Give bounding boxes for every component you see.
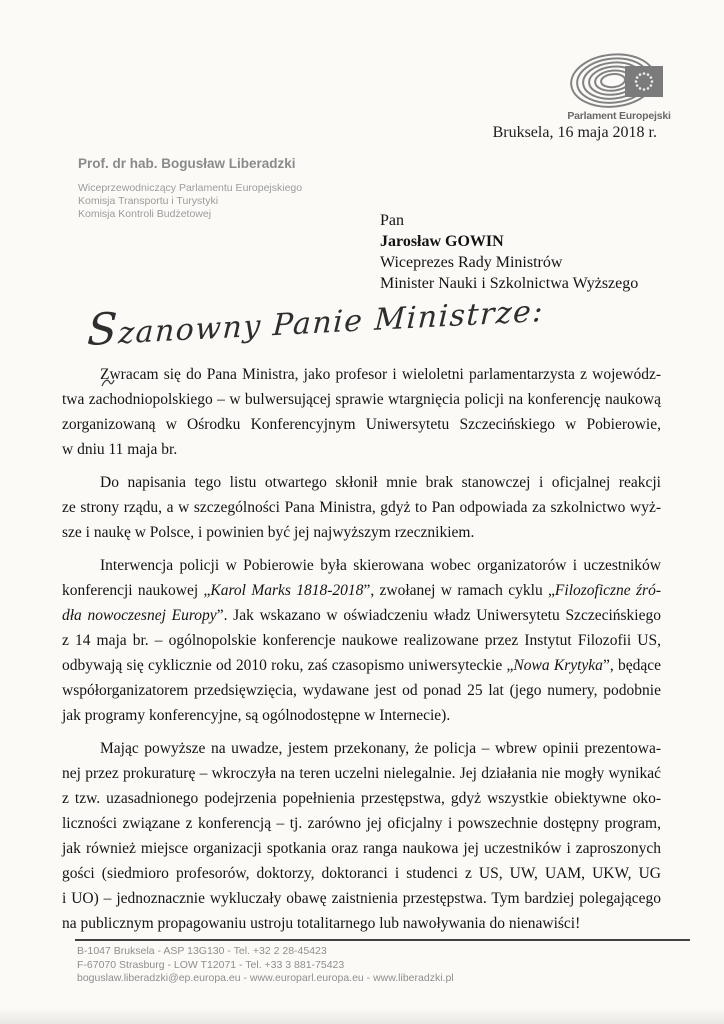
footer-line: B-1047 Bruksela - ASP 13G130 - Tel. +32 2 28-45423 [77,945,327,957]
bottom-scan-shadow [0,1008,724,1024]
body-line [62,495,661,520]
body-text: współorganizatorem przedsięwzięcia, wydawane jest od ponad 25 lat (jego numery, podobnie [62,682,661,699]
body-text: ”, będące [602,657,662,674]
body-text: konferencji naukowej „ [62,582,211,599]
body-text: liczności związane z konferencją – tj. zarówno jej oficjalny i powszechnie dostępny program, [62,815,661,832]
body-paragraph [62,553,661,728]
sender-title: Komisja Kontroli Budżetowej [78,208,212,220]
sender-titles [78,182,302,221]
body-text: i UO) – jednoznacznie wykluczały obawę zaistnienia przestępstwa. Tym bardziej polegającego [62,890,661,907]
body-text: ”. Jak wskazano w oświadczeniu władz Uniwersytetu Szczecińskiego [216,607,661,624]
body-text: ”, zwołanej w ramach cyklu „ [363,582,555,599]
body-line [62,678,661,703]
sender-name: Prof. dr hab. Bogusław Liberadzki [78,156,296,171]
footer-line: F-67070 Strasburg - LOW T12071 - Tel. +33 3 881-75423 [77,958,345,971]
hemicycle-arcs-icon [569,50,669,108]
recipient-line: Minister Nauki i Szkolnictwa Wyższego [380,275,639,292]
body-line [62,886,661,911]
footer-rule [75,939,690,941]
footer-line: boguslaw.liberadzki@ep.europa.eu - www.europarl.europa.eu - www.liberadzki.pl [77,972,454,984]
recipient-block [380,210,638,294]
body-text: Do napisania tego listu otwartego skłonił mnie brak stanowczej i oficjalnej reakcji [100,474,661,491]
body-line [62,761,661,786]
body-line [62,603,661,628]
handwritten-salutation: Szanowny Panie Ministrze: [86,293,545,356]
european-parliament-logo [556,50,682,122]
body-text: Mając powyższe na uwadze, jestem przekonany, że policja – wbrew opinii prezentowa- [100,740,661,757]
recipient-line: Wiceprezes Rady Ministrów [380,254,563,271]
body-line [62,911,661,936]
body-line [62,437,661,462]
body-text: w dniu 11 maja br. [62,441,178,458]
body-text: zorganizowaną w Ośrodku Konferencyjnym Uniwersytetu Szczecińskiego w Pobierowie, [62,416,661,433]
body-line [62,628,661,653]
body-text-italic: dła nowoczesnej Europy [62,607,217,624]
body-text: odbywają się cyklicznie od 2010 roku, zaś czasopismo uniwersyteckie „ [62,657,514,674]
body-line [62,520,661,545]
body-text: Zwracam się do Pana Ministra, jako profesor i wieloletni parlamentarzysta z wojewódz- [100,366,661,383]
body-line [62,786,661,811]
body-text: Interwencja policji w Pobierowie była skierowana wobec organizatorów i uczestników [100,557,661,574]
footer-block [77,945,454,986]
body-text: jak programy konferencyjne, są ogólnodostępne w Internecie). [62,707,451,724]
body-line [62,861,661,886]
body-text: ze strony rządu, a w szczególności Pana Ministra, gdyż to Pan odpowiada za szkolnictwo wyż- [62,499,661,516]
body-line [62,578,661,603]
body-paragraph [62,470,661,545]
sender-title: Wiceprzewodniczący Parlamentu Europejskiego [78,182,303,194]
body-line [62,553,661,578]
letter-body [62,362,661,936]
body-line [62,470,661,495]
sender-title: Komisja Transportu i Turystyki [78,195,219,207]
body-line [62,836,661,861]
body-line [62,653,661,678]
body-text: gości (siedmioro profesorów, doktorzy, doktoranci i studenci z US, UW, UAM, UKW, UG [62,865,661,882]
body-text-italic: Filozoficzne źró- [554,582,661,599]
body-paragraph [62,362,661,462]
sender-block [78,156,302,221]
body-text-italic: Karol Marks 1818-2018 [210,582,364,599]
body-text: jak również miejsce organizacji spotkania oraz ranga naukowa jej uczestników i zaproszonych [62,840,661,857]
dateline: Bruksela, 16 maja 2018 r. [492,124,657,141]
body-text: z 14 maja br. – ogólnopolskie konferencje naukowe realizowane przez Instytut Filozofii US, [62,632,661,649]
body-text: twa zachodniopolskiego – w bulwersującej sprawie wtargnięcia policji na konferencję naukową [62,391,661,408]
body-text: na publicznym propagowaniu ustroju totalitarnego lub nawoływania do nienawiści! [62,915,581,932]
body-line [62,362,661,387]
body-line [62,387,661,412]
logo-caption: Parlament Europejski [567,110,671,122]
body-line [62,811,661,836]
eu-flag-icon [625,66,663,97]
body-text: sze i naukę w Polsce, i powinien być jej najwyższym rzecznikiem. [62,524,475,541]
body-text-italic: Nowa Krytyka [513,657,603,674]
body-line [62,703,661,728]
body-line [62,412,661,437]
body-text: nej przez prokuraturę – wkroczyła na teren uczelni nielegalnie. Jej działania nie mogły wynikać [62,765,661,782]
body-paragraph [62,736,661,936]
recipient-line: Jarosław GOWIN [380,233,504,250]
body-text: z tzw. uzasadnionego podejrzenia popełnienia przestępstwa, gdyż wszystkie obiektywne oko- [62,790,661,807]
recipient-line: Pan [380,212,404,229]
body-line [62,736,661,761]
